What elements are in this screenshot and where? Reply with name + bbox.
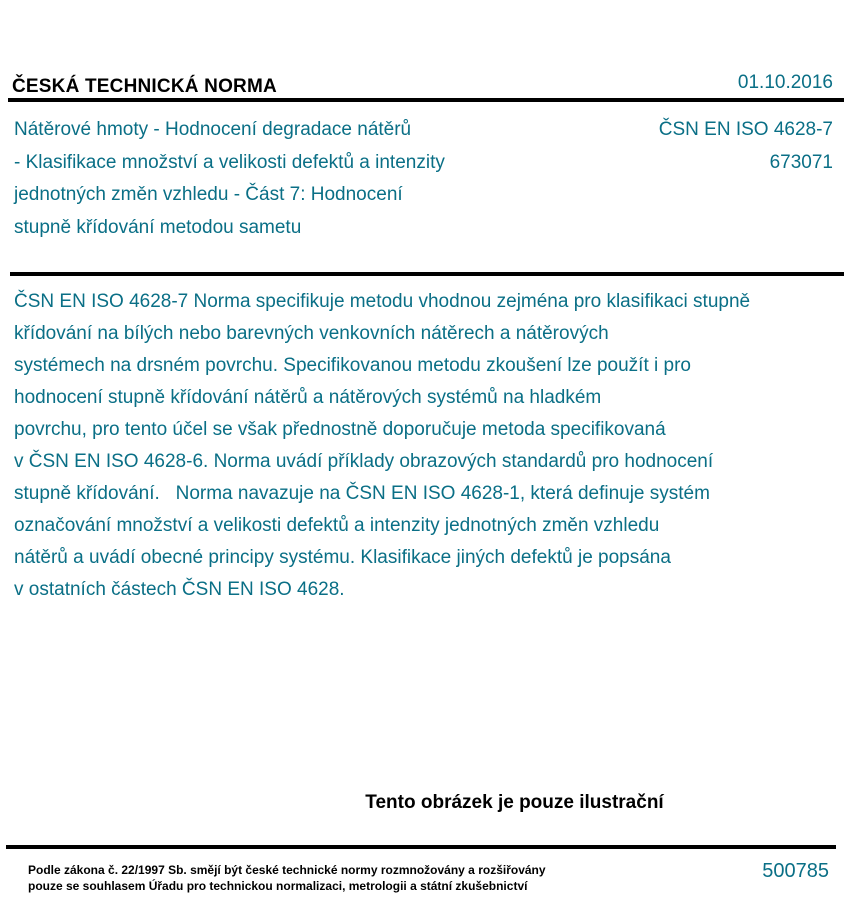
legal-notice-line: Podle zákona č. 22/1997 Sb. smějí být české technické normy rozmnožovány a rozšiřovány: [28, 863, 546, 877]
abstract-line: v ČSN EN ISO 4628-6. Norma uvádí příklady obrazových standardů pro hodnocení: [14, 451, 714, 472]
classification-code: 673071: [769, 151, 833, 173]
legal-notice-line: pouze se souhlasem Úřadu pro technickou normalizaci, metrologii a státní zkušebnictví: [28, 879, 528, 893]
abstract-line: nátěrů a uvádí obecné principy systému. Klasifikace jiných defektů je popsána: [14, 547, 671, 568]
document-number: 500785: [762, 860, 829, 882]
abstract-line: v ostatních částech ČSN EN ISO 4628.: [14, 579, 345, 600]
abstract-line: hodnocení stupně křídování nátěrů a nátěrových systémů na hladkém: [14, 387, 602, 408]
abstract-line: systémech na drsném povrchu. Specifikovanou metodu zkoušení lze použít i pro: [14, 355, 691, 376]
abstract-line: označování množství a velikosti defektů a intenzity jednotných změn vzhledu: [14, 515, 660, 536]
footer-divider: [6, 845, 836, 849]
legal-notice: [28, 862, 546, 894]
illustration-note: Tento obrázek je pouze ilustrační: [365, 792, 664, 813]
abstract: [14, 286, 854, 606]
publication-date: 01.10.2016: [737, 72, 833, 93]
standard-title-line: Nátěrové hmoty - Hodnocení degradace nátěrů: [14, 119, 412, 140]
abstract-line: stupně křídování. Norma navazuje na ČSN EN ISO 4628-1, která definuje systém: [14, 483, 710, 504]
title-divider: [10, 272, 844, 276]
abstract-line: křídování na bílých nebo barevných venkovních nátěrech a nátěrových: [14, 323, 609, 344]
standard-designation: ČSN EN ISO 4628-7: [658, 119, 833, 140]
abstract-line: ČSN EN ISO 4628-7 Norma specifikuje metodu vhodnou zejména pro klasifikaci stupně: [14, 291, 751, 312]
standard-title-line: jednotných změn vzhledu - Část 7: Hodnocení: [14, 184, 403, 205]
standard-title-line: - Klasifikace množství a velikosti defektů a intenzity: [14, 151, 445, 173]
standard-identifier: [659, 114, 833, 179]
abstract-line: povrchu, pro tento účel se však přednostně doporučuje metoda specifikovaná: [14, 419, 666, 440]
standard-title: [14, 114, 534, 244]
standard-title-line: stupně křídování metodou sametu: [14, 216, 302, 238]
header-divider: [8, 98, 844, 102]
page-title: ČESKÁ TECHNICKÁ NORMA: [12, 76, 277, 97]
